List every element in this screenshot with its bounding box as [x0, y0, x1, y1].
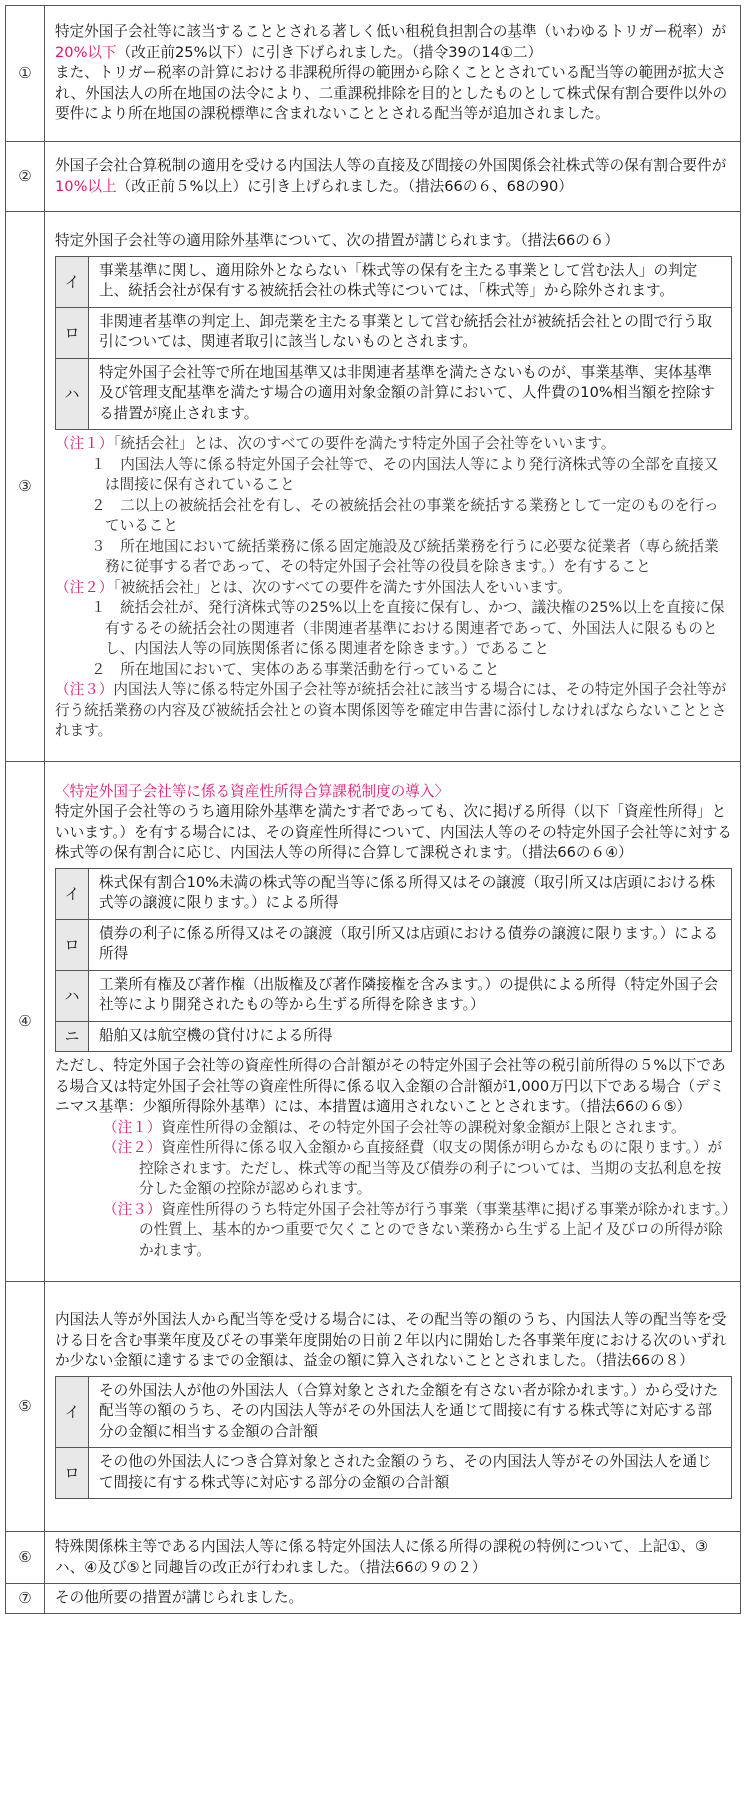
sub-item: [56, 970, 732, 1021]
sub-item: [56, 868, 732, 919]
sub-item: [56, 358, 732, 430]
item-text: その他の外国法人につき合算対象とされた金額のうち、その内国法人等がその外国法人を通じて間接に有する株式等に対応する部分の金額の合計額: [89, 1448, 732, 1499]
row-content: [45, 6, 741, 142]
sub-item: [56, 1376, 732, 1448]
item-text: 株式保有割合10%未満の株式等の配当等に係る所得又はその譲渡（取引所又は店頭における株式等の譲渡に限ります。）による所得: [89, 868, 732, 919]
sub-item: [56, 919, 732, 970]
note: （注３）内国法人等に係る特定外国子会社等が統括会社に該当する場合には、その特定外国子会社等が行う統括業務の内容及び被統括会社との資本関係図等を確定申告書に添付しなければならないこととされます。: [55, 681, 727, 740]
sub-item: [56, 256, 732, 307]
row-content: [45, 1584, 741, 1614]
paragraph: 特定外国子会社等に該当することとされる著しく低い租税負担割合の基準（いわゆるトリガー税率）が20%以下（改正前25%以下）に引き下げられました。（措令39の14①二）: [55, 23, 727, 61]
row-number: ④: [6, 762, 45, 1282]
paragraph: 特殊関係株主等である内国法人等に係る特定外国法人に係る所得の課税の特例について、上記①、③ハ、④及び⑤と同趣旨の改正が行われました。（措法66の９の２）: [55, 1538, 709, 1576]
sub-item: [56, 1021, 732, 1052]
highlight-value: 20%以下: [55, 43, 117, 61]
item-key: ロ: [56, 919, 89, 970]
sub-item-table: [55, 1376, 732, 1500]
note-subitem: ２ 所在地国において、実体のある事業活動を行っていること: [91, 660, 500, 678]
sub-item: [56, 307, 732, 358]
note: （注２）「被統括会社」とは、次のすべての要件を満たす外国法人をいいます。: [55, 578, 572, 596]
row-number: ⑦: [6, 1584, 45, 1614]
note-label: （注２）: [103, 1139, 162, 1157]
paragraph: 内国法人等が外国法人から配当等を受ける場合には、その配当等の額のうち、内国法人等の配当等を受ける日を含む事業年度及びその事業年度開始の日前２年以内に開始した各事業年度における次のいずれか少ない金額に達するまでの金額は、益金の額に算入されないこととされました。（措法66の８）: [55, 1311, 727, 1369]
note: （注１）資産性所得の金額は、その特定外国子会社等の課税対象金額が上限とされます。: [103, 1118, 686, 1136]
item-key: イ: [56, 256, 89, 307]
item-key: イ: [56, 1376, 89, 1448]
item-text: その外国法人が他の外国法人（合算対象とされた金額を有さない者が除かれます。）から受けた配当等の額のうち、その内国法人等がその外国法人を通じて間接に有する株式等に対応する部分の金額に相当する金額の合計額: [89, 1376, 732, 1448]
note-subitem: ２ 二以上の被統括会社を有し、その被統括会社の事業を統括する業務として一定のものを行っていること: [91, 496, 719, 535]
sub-item-table: [55, 868, 732, 1053]
row-content: [45, 762, 741, 1282]
item-key: ハ: [56, 970, 89, 1021]
paragraph: その他所要の措置が講じられました。: [55, 1589, 304, 1607]
row-content: [45, 142, 741, 212]
item-key: ニ: [56, 1021, 89, 1052]
note-block: [55, 434, 732, 742]
note-label: （注２）: [55, 578, 114, 596]
item-text: 工業所有権及び著作権（出版権及び著作隣接権を含みます。）の提供による所得（特定外国子会社等により開発されたもの等から生ずる所得を除きます。）: [89, 970, 732, 1021]
section-heading: 〈特定外国子会社等に係る資産性所得合算課税制度の導入〉: [55, 782, 450, 800]
note: （注２）資産性所得に係る収入金額から直接経費（収支の関係が明らかなものに限ります。）が控除されます。ただし、株式等の配当等及び債券の利子については、当期の支払利息を按分した金額の控除が認められます。: [103, 1139, 723, 1198]
highlight-value: 10%以上: [55, 177, 117, 195]
row-content: [45, 1532, 741, 1584]
note-block: [55, 1118, 732, 1262]
row-number: ②: [6, 142, 45, 212]
note-subitem: １ 内国法人等に係る特定外国子会社等で、その内国法人等により発行済株式等の全部を直接又は間接に保有されていること: [91, 455, 719, 494]
table-row: [6, 142, 741, 212]
table-row: [6, 212, 741, 762]
item-key: イ: [56, 868, 89, 919]
reform-table: [5, 5, 741, 1614]
table-row: [6, 1532, 741, 1584]
row-number: ⑤: [6, 1282, 45, 1532]
table-row: [6, 762, 741, 1282]
note: （注１）「統括会社」とは、次のすべての要件を満たす特定外国子会社等をいいます。: [55, 435, 616, 453]
paragraph: また、トリガー税率の計算における非課税所得の範囲から除くこととされている配当等の範囲が拡大され、外国法人の所在地国の法令により、二重課税排除を目的としたものとして株式保有割合要件以外の要件により所在地国の課税標準に含まれないこととされる配当等が追加されました。: [55, 64, 728, 123]
paragraph: 特定外国子会社等のうち適用除外基準を満たす者であっても、次に掲げる所得（以下「資産性所得」といいます。）を有する場合には、その資産性所得について、内国法人等のその特定外国子会社等に対する株式等の保有割合に応じ、内国法人等の所得に合算して課税されます。（措法66の６④）: [55, 803, 732, 862]
table-row: [6, 1282, 741, 1532]
row-content: [45, 1282, 741, 1532]
row-number: ①: [6, 6, 45, 142]
item-key: ロ: [56, 1448, 89, 1499]
item-text: 船舶又は航空機の貸付けによる所得: [89, 1021, 732, 1052]
note-subitem: １ 統括会社が、発行済株式等の25%以上を直接に保有し、かつ、議決権の25%以上を直接に保有するその統括会社の関連者（非関連者基準における関連者であって、外国法人に限るものとし、内国法人等の同族関係者に係る関連者を除きます。）であること: [91, 599, 725, 658]
note: （注３）資産性所得のうち特定外国子会社等が行う事業（事業基準に掲げる事業が除かれます。）の性質上、基本的かつ重要で欠くことのできない業務から生ずる上記イ及びロの所得が除かれます。: [103, 1200, 730, 1259]
item-text: 債券の利子に係る所得又はその譲渡（取引所又は店頭における債券の譲渡に限ります。）による所得: [89, 919, 732, 970]
note-label: （注１）: [55, 435, 114, 453]
item-key: ハ: [56, 358, 89, 430]
row-number: ③: [6, 212, 45, 762]
sub-item: [56, 1448, 732, 1499]
paragraph: ただし、特定外国子会社等の資産性所得の合計額がその特定外国子会社等の税引前所得の５%以下である場合又は特定外国子会社等の資産性所得に係る収入金額の合計額が1,000万円以下である場合（デミニマス基準：少額所得除外基準）には、本措置は適用されないこととされます。（措法66の６⑤）: [55, 1057, 726, 1116]
row-number: ⑥: [6, 1532, 45, 1584]
note-subitem: ３ 所在地国において統括業務に係る固定施設及び統括業務を行うに必要な従業者（専ら統括業務に従事する者であって、その特定外国子会社等の役員を除きます。）を有すること: [91, 537, 719, 576]
item-text: 事業基準に関し、適用除外とならない「株式等の保有を主たる事業として営む法人」の判定上、統括会社が保有する被統括会社の株式等については、「株式等」から除外されます。: [89, 256, 732, 307]
item-text: 非関連者基準の判定上、卸売業を主たる事業として営む統括会社が被統括会社との間で行う取引については、関連者取引に該当しないものとされます。: [89, 307, 732, 358]
item-key: ロ: [56, 307, 89, 358]
sub-item-table: [55, 256, 732, 431]
table-row: [6, 6, 741, 142]
note-label: （注１）: [103, 1118, 162, 1136]
row-content: [45, 212, 741, 762]
item-text: 特定外国子会社等で所在地国基準又は非関連者基準を満たさないものが、事業基準、実体基準及び管理支配基準を満たす場合の適用対象金額の計算において、人件費の10%相当額を控除する措置が廃止されます。: [89, 358, 732, 430]
paragraph: 特定外国子会社等の適用除外基準について、次の措置が講じられます。（措法66の６）: [55, 232, 620, 250]
paragraph: 外国子会社合算税制の適用を受ける内国法人等の直接及び間接の外国関係会社株式等の保有割合要件が10%以上（改正前５%以上）に引き上げられました。（措法66の６、68の90）: [55, 157, 727, 195]
note-label: （注３）: [55, 681, 114, 699]
note-label: （注３）: [103, 1200, 162, 1218]
table-row: [6, 1584, 741, 1614]
